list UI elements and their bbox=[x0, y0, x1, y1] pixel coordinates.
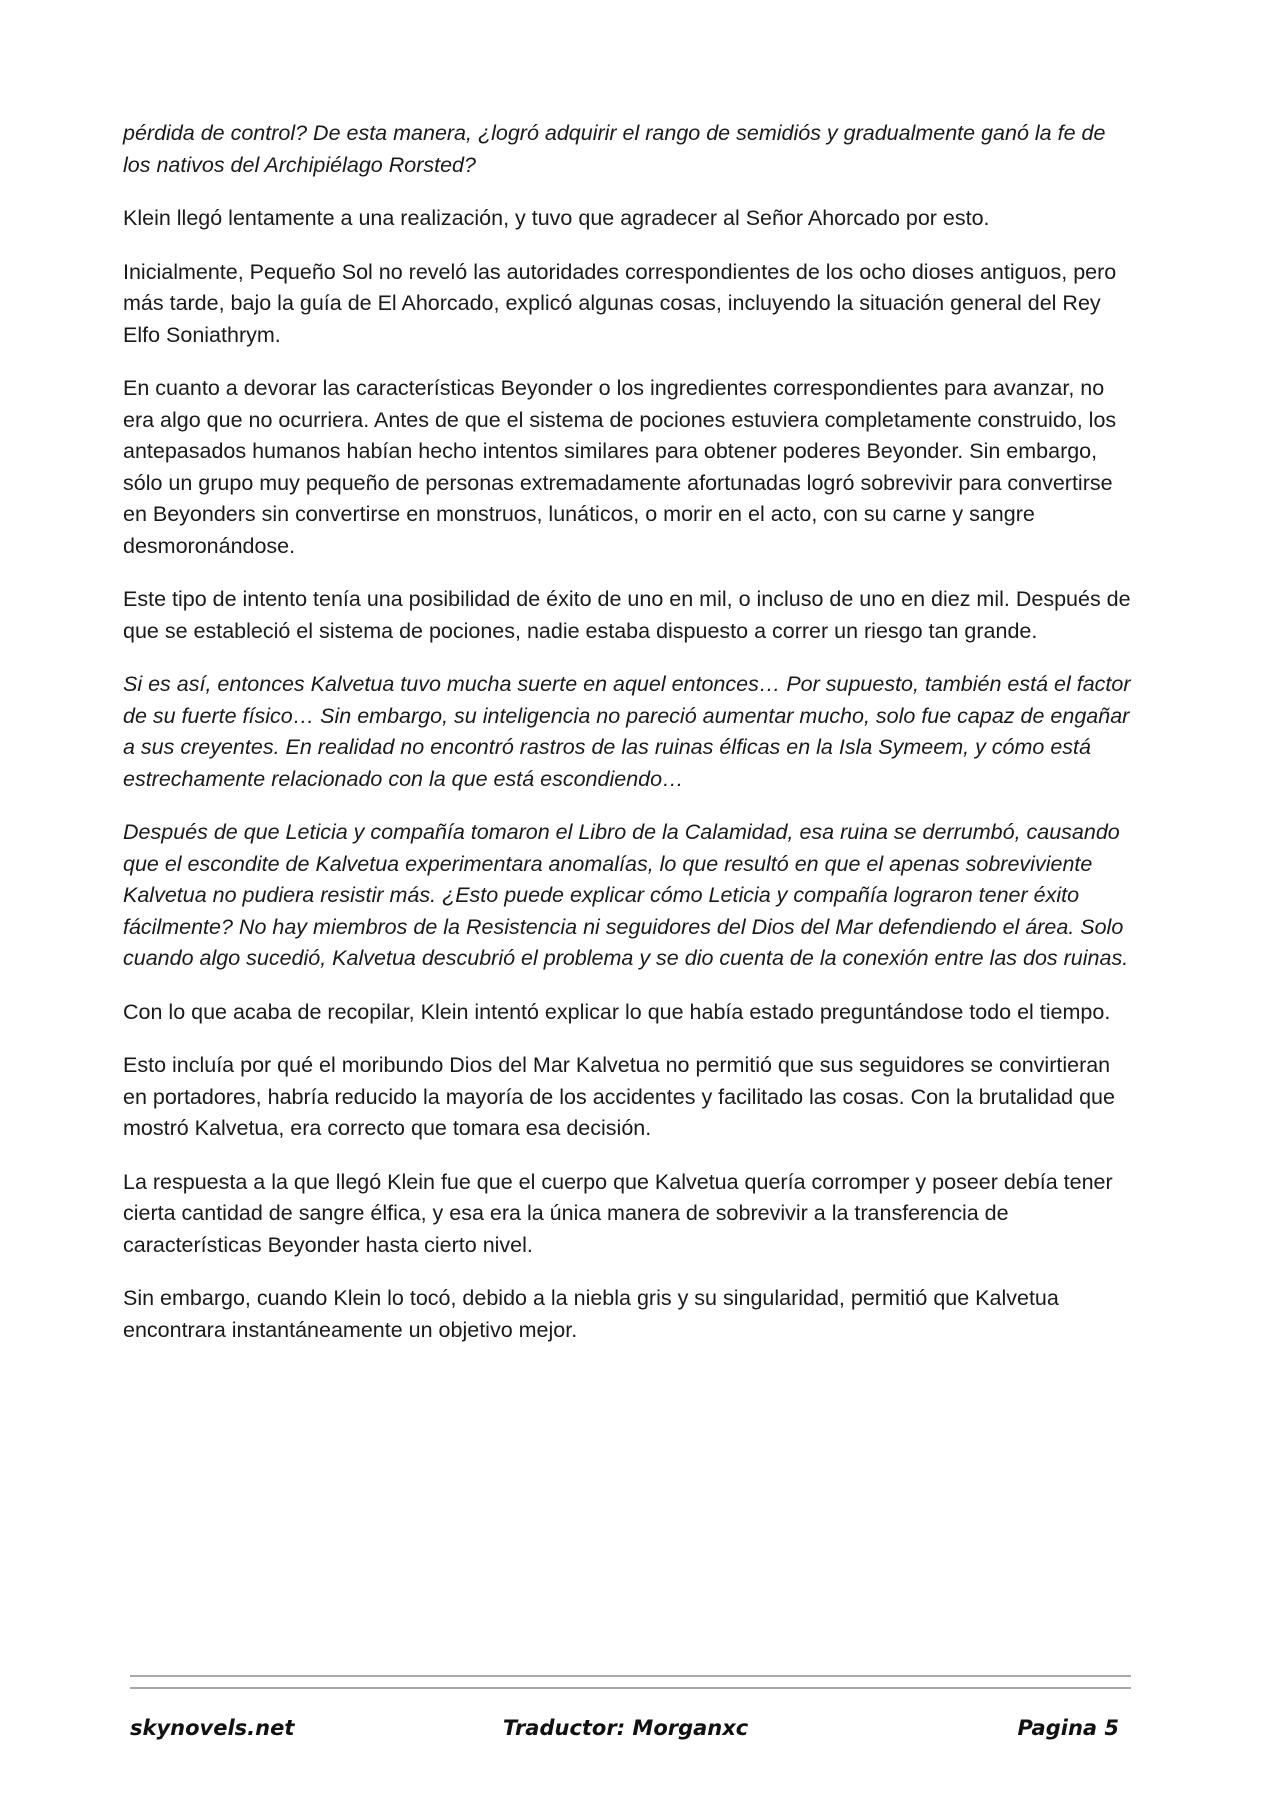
paragraph-11: Sin embargo, cuando Klein lo tocó, debido a la niebla gris y su singularidad, permitió que Kalvetua encontrara instantáneamente un objetivo mejor. bbox=[123, 1286, 1059, 1342]
footer-site: skynovels.net bbox=[130, 1716, 295, 1740]
footer-translator: Traductor: Morganxc bbox=[502, 1716, 749, 1740]
paragraph-1: pérdida de control? De esta manera, ¿logró adquirir el rango de semidiós y gradualmente ganó la fe de los nativos del Archipiélago Rorsted? bbox=[123, 121, 1106, 177]
paragraph-3: Inicialmente, Pequeño Sol no reveló las autoridades correspondientes de los ocho dioses antiguos, pero más tarde, bajo la guía de El Ahorcado, explicó algunas cosas, incluyendo la situación general del Rey Elfo Soniathrym. bbox=[123, 259, 1117, 347]
footer-divider-top bbox=[130, 1675, 1131, 1677]
paragraph-4: En cuanto a devorar las características Beyonder o los ingredientes correspondientes para avanzar, no era algo que no ocurriera. Antes de que el sistema de pociones estuviera completamente construido, los antepasados humanos habían hecho intentos similares para obtener poderes Beyonder. Sin embargo, sólo un grupo muy pequeño de personas extremadamente afortunadas logró sobrevivir para convertirse en Beyonders sin convertirse en monstruos, lunáticos, o morir en el acto, con su carne y sangre desmoronándose. bbox=[123, 376, 1117, 558]
paragraph-9: Esto incluía por qué el moribundo Dios del Mar Kalvetua no permitió que sus seguidores se convirtieran en portadores, habría reducido la mayoría de los accidentes y facilitado las cosas. Con la brutalidad que mostró Kalvetua, era correcto que tomara esa decisión. bbox=[123, 1053, 1115, 1140]
page-footer bbox=[130, 1716, 1131, 1750]
document-body bbox=[123, 118, 1135, 1368]
paragraph-5: Este tipo de intento tenía una posibilidad de éxito de uno en mil, o incluso de uno en diez mil. Después de que se estableció el sistema de pociones, nadie estaba dispuesto a correr un riesgo tan grande. bbox=[123, 587, 1131, 643]
footer-page-number: Pagina 5 bbox=[1017, 1716, 1119, 1740]
paragraph-10: La respuesta a la que llegó Klein fue que el cuerpo que Kalvetua quería corromper y poseer debía tener cierta cantidad de sangre élfica, y esa era la única manera de sobrevivir a la transferencia de características Beyonder hasta cierto nivel. bbox=[123, 1169, 1113, 1257]
footer-divider-bottom bbox=[130, 1687, 1131, 1689]
paragraph-7: Después de que Leticia y compañía tomaron el Libro de la Calamidad, esa ruina se derrumbó, causando que el escondite de Kalvetua experimentara anomalías, lo que resultó en que el apenas sobreviviente Kalvetua no pudiera resistir más. ¿Esto puede explicar cómo Leticia y compañía lograron tener éxito fácilmente? No hay miembros de la Resistencia ni seguidores del Dios del Mar defendiendo el área. Solo cuando algo sucedió, Kalvetua descubrió el problema y se dio cuenta de la conexión entre las dos ruinas. bbox=[123, 820, 1129, 970]
paragraph-8: Con lo que acaba de recopilar, Klein intentó explicar lo que había estado preguntándose todo el tiempo. bbox=[123, 999, 1111, 1024]
paragraph-6: Si es así, entonces Kalvetua tuvo mucha suerte en aquel entonces… Por supuesto, también está el factor de su fuerte físico… Sin embargo, su inteligencia no pareció aumentar mucho, solo fue capaz de engañar a sus creyentes. En realidad no encontró rastros de las ruinas élficas en la Isla Symeem, y cómo está estrechamente relacionado con la que está escondiendo… bbox=[123, 672, 1131, 791]
paragraph-2: Klein llegó lentamente a una realización, y tuvo que agradecer al Señor Ahorcado por esto. bbox=[123, 206, 990, 230]
